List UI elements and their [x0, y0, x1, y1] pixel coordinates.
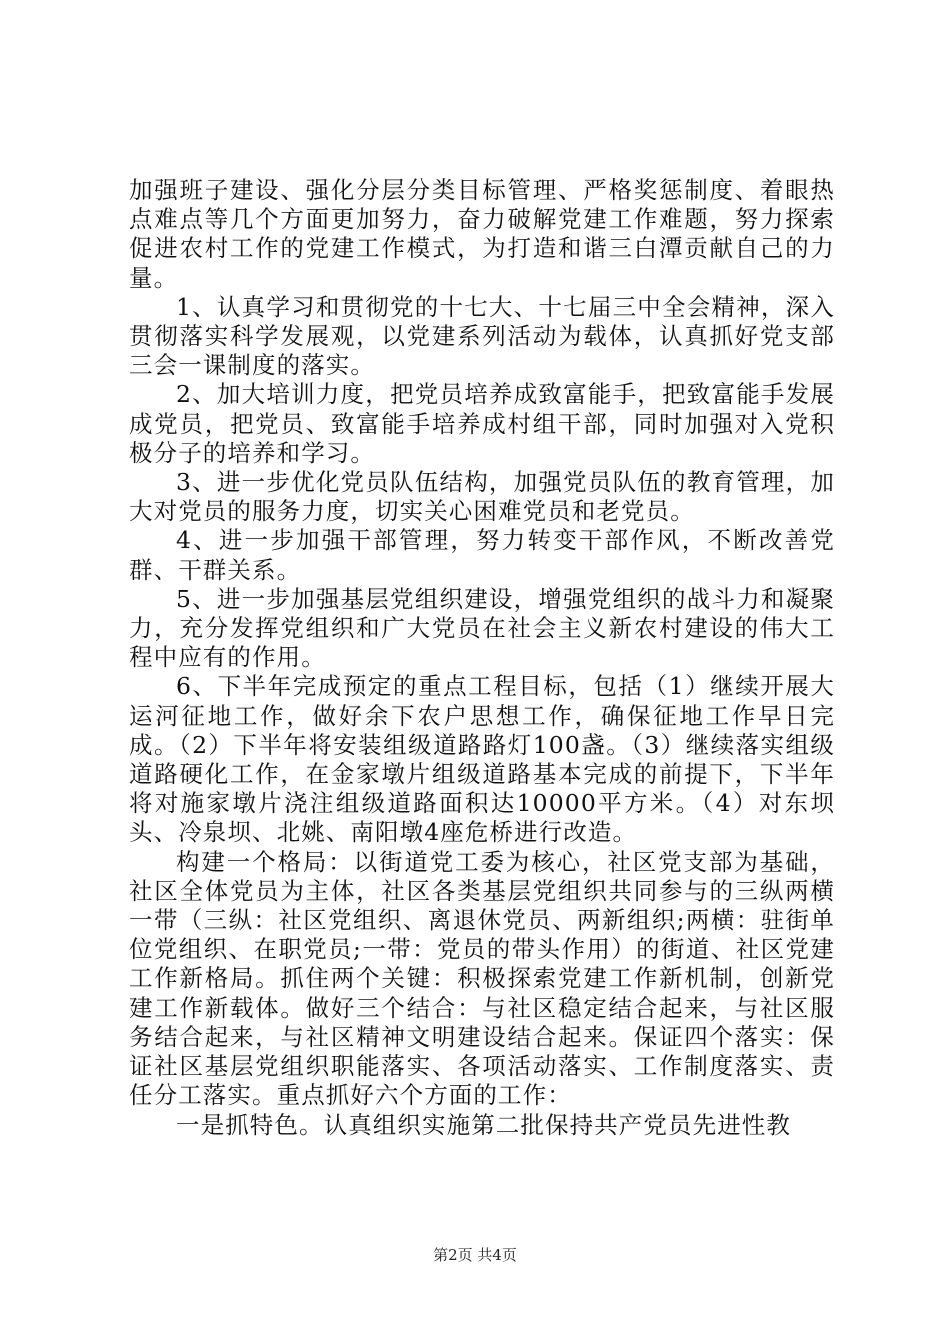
document-body — [129, 176, 835, 1140]
paragraph-item-5: 5、进一步加强基层党组织建设，增强党组织的战斗力和凝聚力，充分发挥党组织和广大党员在社会主义新农村建设的伟大工程中应有的作用。 — [129, 584, 835, 672]
paragraph-item-6: 6、下半年完成预定的重点工程目标，包括（1）继续开展大运河征地工作，做好余下农户思想工作，确保征地工作早日完成。（2）下半年将安装组级道路路灯100盏。（3）继续落实组级道路硬化工作，在金家墩片组级道路基本完成的前提下，下半年将对施家墩片浇注组级道路面积达10000平方米。（4）对东坝头、冷泉坝、北姚、南阳墩4座危桥进行改造。 — [129, 672, 835, 847]
paragraph-item-3: 3、进一步优化党员队伍结构，加强党员队伍的教育管理，加大对党员的服务力度，切实关心困难党员和老党员。 — [129, 468, 835, 526]
page-number-footer: 第2页 共4页 — [433, 1246, 517, 1264]
paragraph-pattern: 构建一个格局：以街道党工委为核心，社区党支部为基础，社区全体党员为主体，社区各类基层党组织共同参与的三纵两横一带（三纵：社区党组织、离退休党员、两新组织;两横：驻街单位党组织、在职党员;一带：党员的带头作用）的街道、社区党建工作新格局。抓住两个关键：积极探索党建工作新机制，创新党建工作新载体。做好三个结合：与社区稳定结合起来，与社区服务结合起来，与社区精神文明建设结合起来。保证四个落实：保证社区基层党组织职能落实、各项活动落实、工作制度落实、责任分工落实。重点抓好六个方面的工作： — [129, 847, 835, 1110]
paragraph-feature: 一是抓特色。认真组织实施第二批保持共产党员先进性教 — [176, 1110, 791, 1139]
paragraph-continuation: 加强班子建设、强化分层分类目标管理、严格奖惩制度、着眼热点难点等几个方面更加努力，奋力破解党建工作难题，努力探索促进农村工作的党建工作模式，为打造和谐三白潭贡献自己的力量。 — [129, 176, 835, 292]
paragraph-item-2: 2、加大培训力度，把党员培养成致富能手，把致富能手发展成党员，把党员、致富能手培养成村组干部，同时加强对入党积极分子的培养和学习。 — [129, 380, 835, 467]
paragraph-item-4: 4、进一步加强干部管理，努力转变干部作风，不断改善党群、干群关系。 — [129, 526, 835, 584]
paragraph-item-1: 1、认真学习和贯彻党的十七大、十七届三中全会精神，深入贯彻落实科学发展观，以党建系列活动为载体，认真抓好党支部三会一课制度的落实。 — [129, 292, 835, 380]
